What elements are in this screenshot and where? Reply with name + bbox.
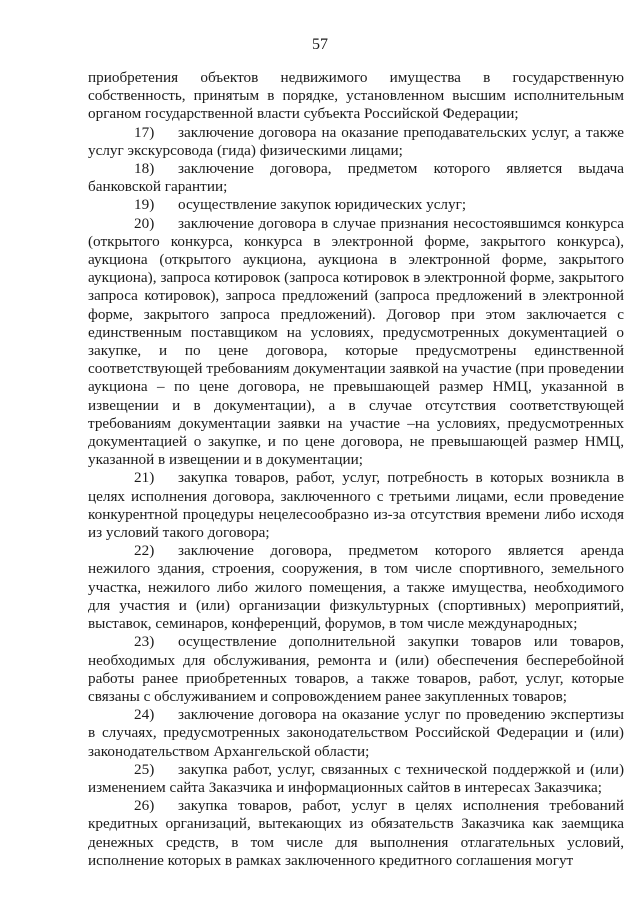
list-item-number: 21)	[134, 469, 155, 487]
list-item-21	[88, 469, 624, 542]
list-item-number: 17)	[134, 123, 155, 141]
list-item-17	[88, 124, 624, 160]
list-item-text: закупка работ, услуг, связанных с технической поддержкой и (или) изменением сайта Заказчика и информационных сайтов в интересах Заказчика;	[88, 760, 624, 796]
list-item-24	[88, 706, 624, 761]
list-item-26	[88, 797, 624, 870]
list-item-23	[88, 633, 624, 706]
paragraph-continued	[88, 69, 624, 124]
list-item-18	[88, 160, 624, 196]
list-item-number: 26)	[134, 797, 155, 815]
list-item-20	[88, 215, 624, 470]
list-item-25	[88, 761, 624, 797]
list-item-text: осуществление дополнительной закупки товаров или товаров, необходимых для обслуживания, ремонта и (или) обеспечения бесперебойной работы ранее приобретенных товаров, а также товаров, работ, услуг, которые связаны с обслуживанием и сопровождением ранее закупленных товаров;	[88, 633, 624, 705]
list-item-number: 25)	[134, 760, 155, 778]
list-item-19	[88, 196, 624, 214]
list-item-22	[88, 542, 624, 633]
list-item-number: 24)	[134, 706, 155, 724]
list-item-number: 23)	[134, 633, 155, 651]
list-item-number: 22)	[134, 542, 155, 560]
document-body	[88, 69, 624, 870]
list-item-text: заключение договора, предметом которого является аренда нежилого здания, строения, сооружения, в том числе спортивного, земельного участка, нежилого либо жилого помещения, а также имущества, необходимого для участия и (или) организации физкультурных (спортивных) мероприятий, выставок, семинаров, конференций, форумов, в том числе международных;	[88, 542, 624, 633]
list-item-number: 18)	[134, 160, 155, 178]
list-item-text: закупка товаров, работ, услуг в целях исполнения требований кредитных организаций, вытекающих из обязательств Заказчика как заемщика денежных средств, в том числе для выполнения отлагательных условий, исполнение которых в рамках заключенного кредитного соглашения могут	[88, 797, 624, 869]
list-item-text: закупка товаров, работ, услуг, потребность в которых возникла в целях исполнения договора, заключенного с третьими лицами, если проведение конкурентной процедуры нецелесообразно из-за отсутствия времени либо исходя из условий такого договора;	[88, 469, 624, 542]
list-item-number: 20)	[134, 214, 155, 232]
list-item-text: заключение договора на оказание услуг по проведению экспертизы в случаях, предусмотренных законодательством Российской Федерации и (или) законодательством Архангельской области;	[88, 706, 624, 760]
list-item-text: осуществление закупок юридических услуг;	[178, 196, 467, 214]
list-item-text: заключение договора в случае признания несостоявшимся конкурса (открытого конкурса, конкурса в электронной форме, закрытого конкурса), аукциона (открытого аукциона, аукциона в электронной форме, закрытого аукциона), запроса котировок (запроса котировок в электронной форме, закрытого запроса котировок), запроса предложений (запроса предложений в электронной форме, закрытого запроса предложений). Договор при этом заключается с единственным поставщиком на условиях, предусмотренных документацией о закупке, и по цене договора, которые предусмотрены единственной соответствующей требованиям документации заявкой на участие (при проведении аукциона – по цене договора, не превышающей размер НМЦ, указанной в извещении и в документации), а в случае отсутствия соответствующей требованиям документации заявки на участие –на условиях, предусмотренных документацией о закупке, и по цене договора, не превышающей размер НМЦ, указанной в извещении и в документации;	[88, 214, 624, 469]
list-item-text: заключение договора, предметом которого является выдача банковской гарантии;	[88, 160, 624, 196]
list-item-text: заключение договора на оказание преподавательских услуг, а также услуг экскурсовода (гида) физическими лицами;	[88, 123, 624, 159]
paragraph-text: приобретения объектов недвижимого имущества в государственную собственность, принятым в порядке, установленном высшим исполнительным органом государственной власти субъекта Российской Федерации;	[88, 69, 624, 123]
list-item-number: 19)	[134, 196, 155, 214]
page-number: 57	[312, 36, 328, 53]
